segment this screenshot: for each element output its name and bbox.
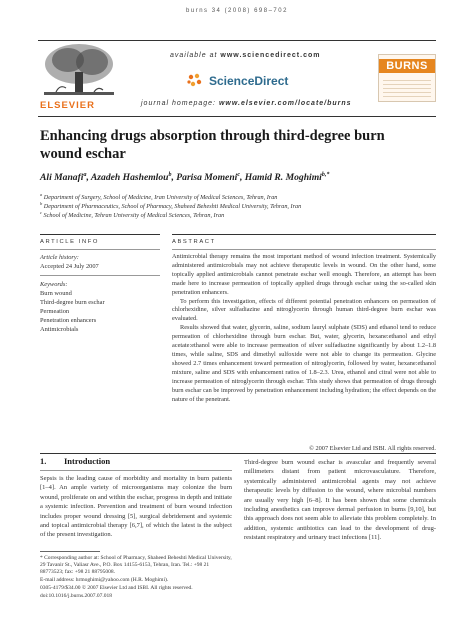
- header-top-rule: [38, 40, 436, 41]
- introduction-paragraph: Sepsis is the leading cause of morbidity and mortality in burn patients [1–4]. An ample variety of microorganisms may colonize the burn wound, proliferate on and within the eschar, progress in depth and initiate a systemic infection. Prevention and treatment of burn wound infection includes proper wound dressing [5], surgical debridement and systemic and topical antimicrobial therapy [6,7], of which the latest is the subject of the present investigation.: [40, 475, 232, 539]
- keyword-item: Burn wound: [40, 290, 72, 297]
- footnote-rule: [40, 551, 100, 552]
- sciencedirect-wordmark: ScienceDirect: [209, 74, 289, 88]
- footnote-corresponding: * Corresponding author at: School of Pharmacy, Shaheed Beheshti Medical University, 29 Tavanir St., Valiasr Ave., P.O. Box 14155-6153, Tehran, Iran. Tel.: +98 21 88773523; fax: +98 21 88795008.: [40, 555, 232, 576]
- journal-homepage: [141, 100, 352, 107]
- article-info-subrule: [40, 249, 160, 250]
- available-at-url[interactable]: www.sciencedirect.com: [220, 52, 321, 59]
- footnote-email: E-mail address: hrmoghimi@yahoo.com (H.R. Moghimi).: [40, 577, 169, 583]
- keyword-item: Third-degree burn eschar: [40, 299, 105, 306]
- affiliation-text: Department of Surgery, School of Medicine, Iran University of Medical Sciences, Tehran, Iran: [43, 194, 278, 202]
- keyword-item: Permeation: [40, 308, 70, 315]
- elsevier-tree-logo: [38, 42, 120, 98]
- author-name[interactable]: Hamid R. Moghimi: [244, 172, 322, 184]
- elsevier-wordmark: ELSEVIER: [40, 100, 95, 111]
- author-affiliation-mark: b,*: [321, 172, 330, 178]
- abstract-bottom-rule: [40, 453, 436, 454]
- keyword-item: Penetration enhancers: [40, 317, 97, 324]
- affiliation-mark: a: [40, 192, 43, 197]
- abstract-paragraph: To perform this investigation, effects of different potential penetration enhancers on permeation of chlorhexidine, silver sulfadiazine and nitroglycerin through human third-degree burn eschar was evaluated.: [172, 297, 436, 323]
- article-info-heading: ARTICLE INFO: [40, 239, 100, 245]
- available-at-label: available at: [170, 52, 218, 59]
- homepage-label: journal homepage:: [141, 100, 216, 107]
- abstract-subrule: [172, 249, 436, 250]
- journal-citation: burns 34 (2008) 698–702: [186, 8, 288, 14]
- article-title: [40, 127, 440, 163]
- available-at: [170, 52, 320, 59]
- section-number: 1.: [40, 456, 47, 466]
- section-title: Introduction: [64, 456, 111, 466]
- burns-cover-decoration: [383, 77, 431, 97]
- accepted-date: Accepted 24 July 2007: [40, 263, 99, 270]
- author-affiliation-mark: b: [168, 172, 172, 178]
- abstract-body: [172, 253, 436, 404]
- abstract-paragraph: Antimicrobial therapy remains the most important method of wound infection treatment. Systemically administered antimicrobials may not achieve therapeutic levels in wound. On the other hand, some topically applied antimicrobials cannot penetrate eschar well enough. Therefore, an attempt has been made here to increase permeation of topically applied drugs through eschar using the so-called skin penetration enhancers.: [172, 253, 436, 296]
- author-list: Ali Manafi$^a$, Azadeh Hashemlou$^b$, Parisa Momeni$^c$, Hamid R. Moghimi$^{b,*}$: [40, 172, 330, 184]
- abstract-copyright: © 2007 Elsevier Ltd and ISBI. All rights reserved.: [309, 445, 436, 452]
- abstract-paragraph: Results showed that water, glycerin, saline, sodium lauryl sulphate (SDS) and ethanol tend to reduce permeation of chlorhexidine through burn eschar. But, water, glycerin, hexane:ethanol and ethyl acetate:ethanol were able to increase permeation of silver sulfadiazine significantly by about 1.2–1.8 times, while saline, SDS and dimethyl sulfoxide were not able to change its permeation. Glycine showed 2.7 times enhancement toward permeation of nitroglycerin, followed by water, hexane:ethanol mixture, saline and SDS with enhancement ratios of 1.8–2.3. Urea, ethanol and citral were not able to increase permeation of nitroglycerin through eschar. This study shows that permeation of drugs through burn eschar can be improved by penetration enhancement including hydration; the effect depends on the nature of the penetrant.: [172, 324, 436, 403]
- article-title-line-2: wound eschar: [40, 146, 126, 162]
- affiliation: [40, 192, 440, 201]
- homepage-url[interactable]: www.elsevier.com/locate/burns: [218, 100, 352, 107]
- footnote-issn: 0305-4179/$34.00 © 2007 Elsevier Ltd and ISBI. All rights reserved.: [40, 585, 193, 591]
- affiliation: [40, 201, 440, 210]
- affiliation: [40, 210, 440, 219]
- article-info-rule: [40, 234, 160, 235]
- author-name[interactable]: Ali Manafi: [40, 172, 84, 184]
- keyword-item: Antimicrobials: [40, 326, 79, 333]
- affiliation-mark: c: [40, 210, 42, 215]
- burns-journal-cover: [378, 54, 436, 102]
- abstract-heading: ABSTRACT: [172, 239, 216, 245]
- footnote-doi[interactable]: doi:10.1016/j.burns.2007.07.018: [40, 593, 112, 599]
- introduction-right-column: [244, 458, 436, 543]
- introduction-paragraph: Third-degree burn wound eschar is avascular and frequently several millimeters distant from patient microvasculature. Therefore, systemically administered antimicrobial agents may not achieve therapeutic levels by diffusion to the wound, where microbial numbers are usually very high [6–8]. It has been shown that some chemicals including anesthetics can improve dermal perfusion in burns [9,10], but this approach does not seem able to alleviate this problem completely. In addition, systemic antibiotics can lead to the development of drug-resistant respiratory and urinary tract infections [11].: [244, 459, 436, 542]
- introduction-heading-rule: [40, 470, 232, 471]
- header-bottom-rule: [38, 116, 436, 117]
- author-name[interactable]: Parisa Momeni: [176, 172, 238, 184]
- keywords-block: [40, 280, 164, 334]
- author-affiliation-mark: c: [237, 172, 240, 178]
- abstract-rule: [172, 234, 436, 235]
- author-affiliation-mark: a: [83, 172, 87, 178]
- sciencedirect-icon: [185, 71, 205, 91]
- sciencedirect-logo: [185, 71, 288, 91]
- article-title-line-1: Enhancing drugs absorption through third-degree burn: [40, 128, 385, 144]
- keywords-label: Keywords:: [40, 281, 68, 288]
- affiliation-text: School of Medicine, Tehran University of Medical Sciences, Tehran, Iran: [43, 212, 225, 220]
- article-history-label: Article history:: [40, 254, 79, 261]
- article-history: [40, 253, 164, 271]
- keywords-subrule: [40, 275, 160, 276]
- introduction-heading: [40, 456, 110, 466]
- affiliation-text: Department of Pharmaceutics, School of Pharmacy, Shaheed Beheshti Medical University, Tehran, Iran: [43, 203, 302, 211]
- author-name[interactable]: Azadeh Hashemlou: [90, 172, 169, 184]
- burns-cover-title: BURNS: [379, 59, 435, 73]
- affiliation-mark: b: [40, 201, 43, 206]
- introduction-left-column: [40, 474, 232, 540]
